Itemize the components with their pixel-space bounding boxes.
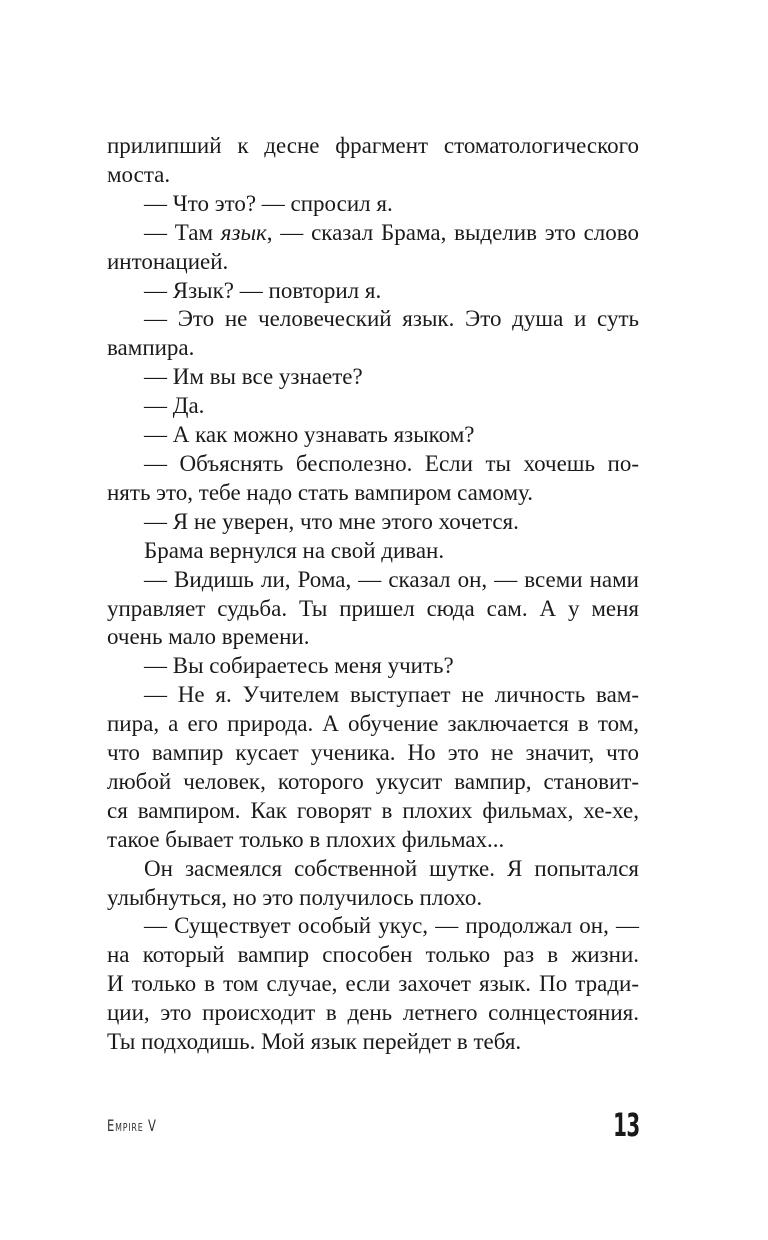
text-line: прилипший к десне фрагмент стоматологического	[107, 133, 639, 158]
text-line: вампира.	[107, 335, 195, 361]
page-body-text	[107, 132, 639, 1057]
page-number: 13	[613, 1106, 640, 1144]
text-line: И только в том случае, если захочет язык. По тради-	[107, 971, 639, 997]
text-line: улыбнуться, но это получилось плохо.	[107, 884, 483, 910]
text-line: на который вампир способен только раз в жизни.	[107, 942, 639, 968]
text-line: — Им вы все узнаете?	[144, 364, 363, 390]
text-line: пира, а его природа. А обучение заключается в том,	[107, 711, 639, 737]
text-line: — Там язык, — сказал Брама, выделив это слово	[144, 219, 639, 245]
text-line: Брама вернулся на свой диван.	[144, 537, 445, 563]
text-line: — Объяснять бесполезно. Если ты хочешь по-	[144, 450, 639, 476]
text-line: — Существует особый укус, — продолжал он, —	[144, 913, 639, 939]
text-line: ся вампиром. Как говорят в плохих фильмах, хе-хе,	[107, 797, 639, 823]
emphasized-word: язык	[220, 219, 267, 245]
text-line: — Вы собираетесь меня учить?	[144, 653, 454, 679]
text-line: — Видишь ли, Рома, — сказал он, — всеми нами	[144, 566, 639, 592]
text-line: любой человек, которого укусит вампир, становит-	[107, 768, 639, 794]
text-line: — Язык? — повторил я.	[144, 277, 382, 303]
text-line: Он засмеялся собственной шутке. Я попытался	[144, 855, 639, 881]
text-line: очень мало времени.	[107, 624, 310, 650]
text-line: управляет судьба. Ты пришел сюда сам. А у меня	[107, 595, 639, 621]
text-line: ции, это происходит в день летнего солнцестояния.	[107, 1000, 639, 1026]
text-line: что вампир кусает ученика. Но это не значит, что	[107, 740, 639, 766]
text-line: — А как можно узнавать языком?	[144, 422, 475, 448]
text-line: — Я не уверен, что мне этого хочется.	[144, 508, 519, 534]
text-line: такое бывает только в плохих фильмах...	[107, 826, 505, 852]
text-line: нять это, тебе надо стать вампиром самому.	[107, 479, 533, 505]
text-line: — Да.	[144, 393, 205, 419]
text-line: моста.	[107, 161, 171, 187]
text-line: интонацией.	[107, 248, 229, 274]
text-line: — Что это? — спросил я.	[144, 190, 393, 216]
text-line: — Это не человеческий язык. Это душа и суть	[144, 306, 639, 332]
text-line: Ты подходишь. Мой язык перейдет в тебя.	[107, 1029, 522, 1055]
running-footer-title: Empire V	[107, 1116, 157, 1135]
text-line: — Не я. Учителем выступает не личность вам-	[144, 682, 639, 708]
